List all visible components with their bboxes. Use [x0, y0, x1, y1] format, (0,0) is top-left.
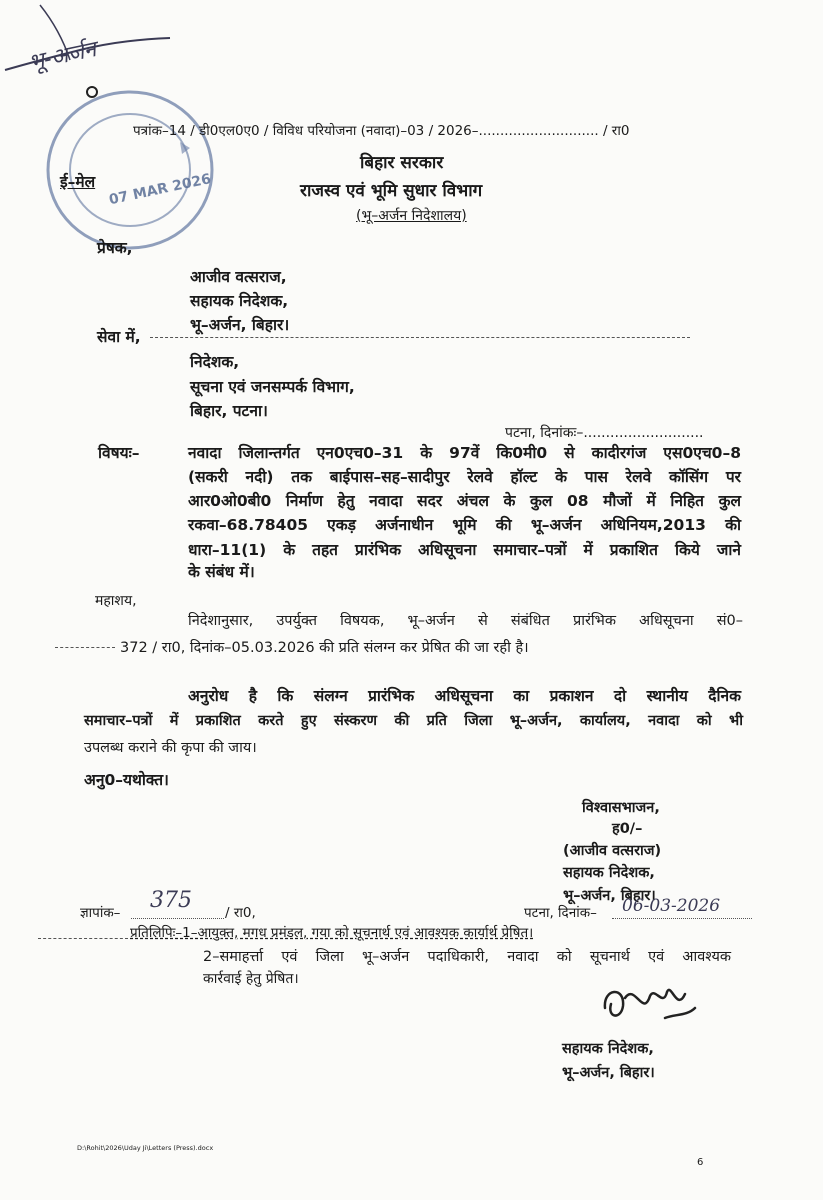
copies-line-2b: कार्रवाई हेतु प्रेषित।: [203, 971, 299, 987]
email-label: ई–मेल: [60, 173, 96, 191]
para2-line-3: उपलब्ध कराने की कृपा की जाय।: [84, 740, 257, 756]
recipient-place: बिहार, पटना।: [190, 402, 268, 420]
recipient-dash: [150, 337, 690, 338]
para1-line-2: 372 / रा0, दिनांक–05.03.2026 की प्रति संलग्न कर प्रेषित की जा रही है।: [120, 640, 529, 656]
closing-name: (आजीव वत्सराज): [563, 843, 662, 859]
copies-dash: [38, 938, 128, 939]
subject-line-3: आर0ओ0बी0 निर्माण हेतु नवादा सदर अंचल के कुल 08 मौजों में निहित कुल: [188, 492, 741, 510]
sender-label: प्रेषक,: [97, 239, 133, 257]
sender-name: आजीव वत्सराज,: [190, 268, 287, 286]
para1-dash: [55, 647, 115, 648]
para2-line-2: समाचार–पत्रों में प्रकाशित करते हुए संस्करण की प्रति जिला भू–अर्जन, कार्यालय, नवादा को भी: [84, 713, 743, 729]
signature-mark: [595, 978, 705, 1038]
subject-label: विषयः–: [98, 444, 140, 462]
recipient-department: सूचना एवं जनसम्पर्क विभाग,: [190, 378, 355, 396]
footer-page: 6: [697, 1157, 704, 1168]
subject-line-4: रकवा–68.78405 एकड़ अर्जनाधीन भूमि की भू–अर्जन अधिनियम,2013 की: [188, 516, 741, 534]
place-date: पटना, दिनांकः–...........................: [505, 425, 704, 441]
memo-number-line: [131, 918, 224, 919]
memo-place-date-label: पटना, दिनांक–: [524, 905, 597, 921]
memo-number: 375: [150, 888, 192, 913]
sender-designation: सहायक निदेशक,: [190, 292, 289, 310]
subject-line-1: नवादा जिलान्तर्गत एन0एच0–31 के 97वें कि0मी0 से कादीरगंज एस0एच0–8: [188, 444, 741, 462]
enclosure: अनु0–यथोक्त।: [84, 771, 169, 789]
margin-note: भू-अर्जन: [26, 37, 99, 76]
closing-signed: ह0/–: [612, 821, 643, 837]
memo-date-line: [612, 918, 752, 919]
memo-date: 06-03-2026: [622, 896, 721, 916]
subject-line-5: धारा–11(1) के तहत प्रारंभिक अधिसूचना समाचार–पत्रों में प्रकाशित किये जाने: [188, 541, 741, 559]
para1-line-1: निदेशानुसार, उपर्युक्त विषयक, भू–अर्जन से संबंधित प्रारंभिक अधिसूचना सं0–: [188, 613, 743, 629]
subject-line-6: के संबंध में।: [188, 563, 255, 581]
closing-office: भू–अर्जन, बिहार।: [563, 888, 656, 904]
memo-label: ज्ञापांक–: [80, 905, 121, 921]
sender-office: भू–अर्जन, बिहार।: [190, 316, 290, 334]
subject-line-2: (सकरी नदी) तक बाईपास–सह–सादीपुर रेलवे हॉल्ट के पास रेलवे कॉसिंग पर: [188, 468, 741, 486]
recipient-label: सेवा में,: [97, 328, 141, 346]
header-office: (भू–अर्जन निदेशालय): [356, 208, 467, 224]
memo-suffix: / रा0,: [225, 905, 256, 921]
closing-faithfully: विश्वासभाजन,: [582, 800, 660, 816]
recipient-designation: निदेशक,: [190, 353, 240, 371]
closing-designation: सहायक निदेशक,: [563, 865, 655, 881]
footer-path: D:\Rohit\2026\Uday Ji\Letters (Press).docx: [77, 1144, 214, 1152]
copies-line-2a: 2–समाहर्त्ता एवं जिला भू–अर्जन पदाधिकारी, नवादा को सूचनार्थ एवं आवश्यक: [203, 949, 731, 965]
letter-number: पत्रांक–14 / डी0एल0ए0 / विविध परियोजना (नवादा)–03 / 2026–............................ / रा0: [133, 123, 630, 139]
para2-line-1: अनुरोध है कि संलग्न प्रारंभिक अधिसूचना का प्रकाशन दो स्थानीय दैनिक: [188, 687, 741, 705]
copies-line-1: प्रतिलिपिः–1–आयुक्त, मगध प्रमंडल, गया को सूचनार्थ एवं आवश्यक कार्यार्थ प्रेषित।: [130, 925, 534, 941]
signature-office: भू–अर्जन, बिहार।: [562, 1065, 655, 1081]
signature-designation: सहायक निदेशक,: [562, 1041, 654, 1057]
salutation: महाशय,: [95, 593, 137, 609]
stamp-date: 07 MAR 2026: [107, 171, 213, 209]
header-govt: बिहार सरकार: [360, 153, 444, 173]
header-dept: राजस्व एवं भूमि सुधार विभाग: [300, 181, 483, 201]
